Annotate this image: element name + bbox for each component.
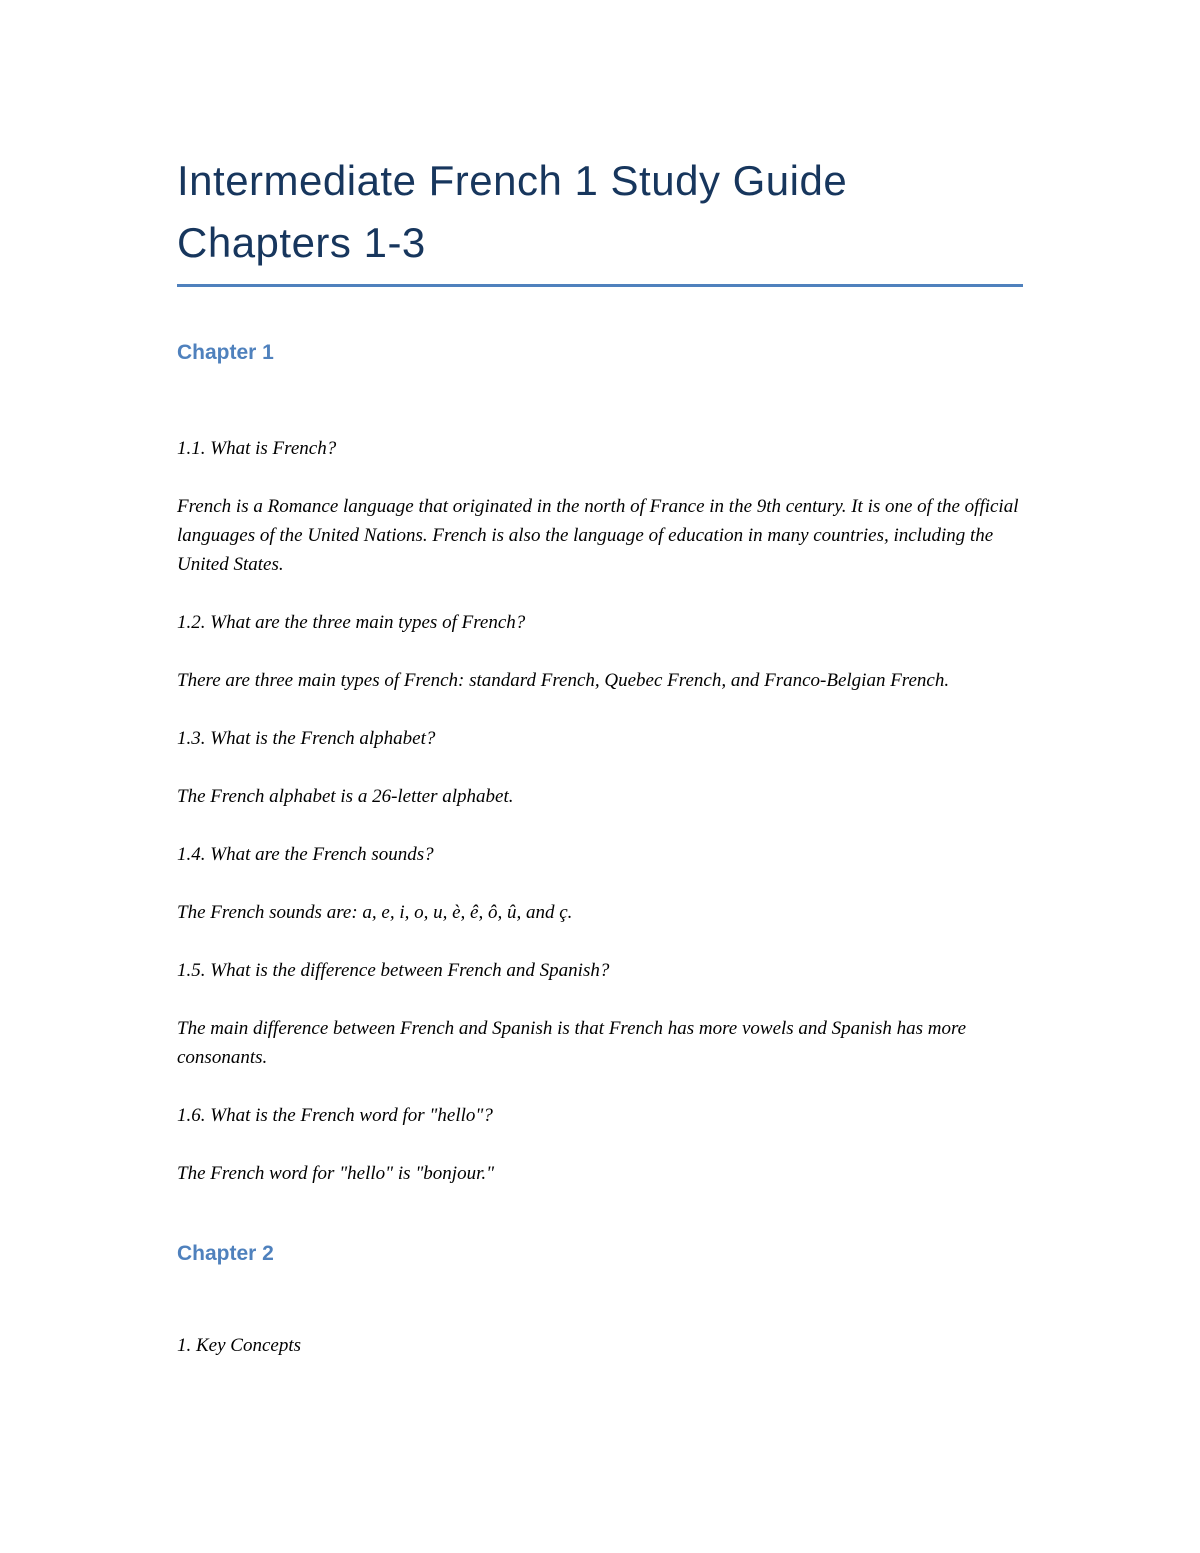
chapter-1-heading: Chapter 1 <box>177 341 274 364</box>
question-1-5: 1.5. What is the difference between French and Spanish? <box>177 960 610 981</box>
answer-1-1: French is a Romance language that originated in the north of France in the 9th century. It is one of the official languages of the United Nations. French is also the language of education in many countries, including the United States. <box>177 496 1019 575</box>
question-1-2: 1.2. What are the three main types of French? <box>177 612 526 633</box>
answer-1-3: The French alphabet is a 26-letter alphabet. <box>177 786 514 807</box>
question-1-6: 1.6. What is the French word for "hello"? <box>177 1105 493 1126</box>
document-content <box>177 150 1023 1360</box>
question-1-1: 1.1. What is French? <box>177 438 337 459</box>
document-title <box>177 150 1023 274</box>
answer-1-4: The French sounds are: a, e, i, o, u, è, ê, ô, û, and ç. <box>177 902 573 923</box>
chapter-2-item-1: 1. Key Concepts <box>177 1335 302 1356</box>
title-line-2: Chapters 1-3 <box>177 219 426 266</box>
question-1-4: 1.4. What are the French sounds? <box>177 844 434 865</box>
answer-1-6: The French word for "hello" is "bonjour." <box>177 1163 495 1184</box>
chapter-2-heading: Chapter 2 <box>177 1242 274 1265</box>
chapter-1-section <box>177 434 1023 1188</box>
answer-1-5: The main difference between French and Spanish is that French has more vowels and Spanish has more consonants. <box>177 1018 967 1068</box>
title-underline <box>177 284 1023 287</box>
answer-1-2: There are three main types of French: standard French, Quebec French, and Franco-Belgian French. <box>177 670 950 691</box>
question-1-3: 1.3. What is the French alphabet? <box>177 728 436 749</box>
title-line-1: Intermediate French 1 Study Guide <box>177 157 848 204</box>
